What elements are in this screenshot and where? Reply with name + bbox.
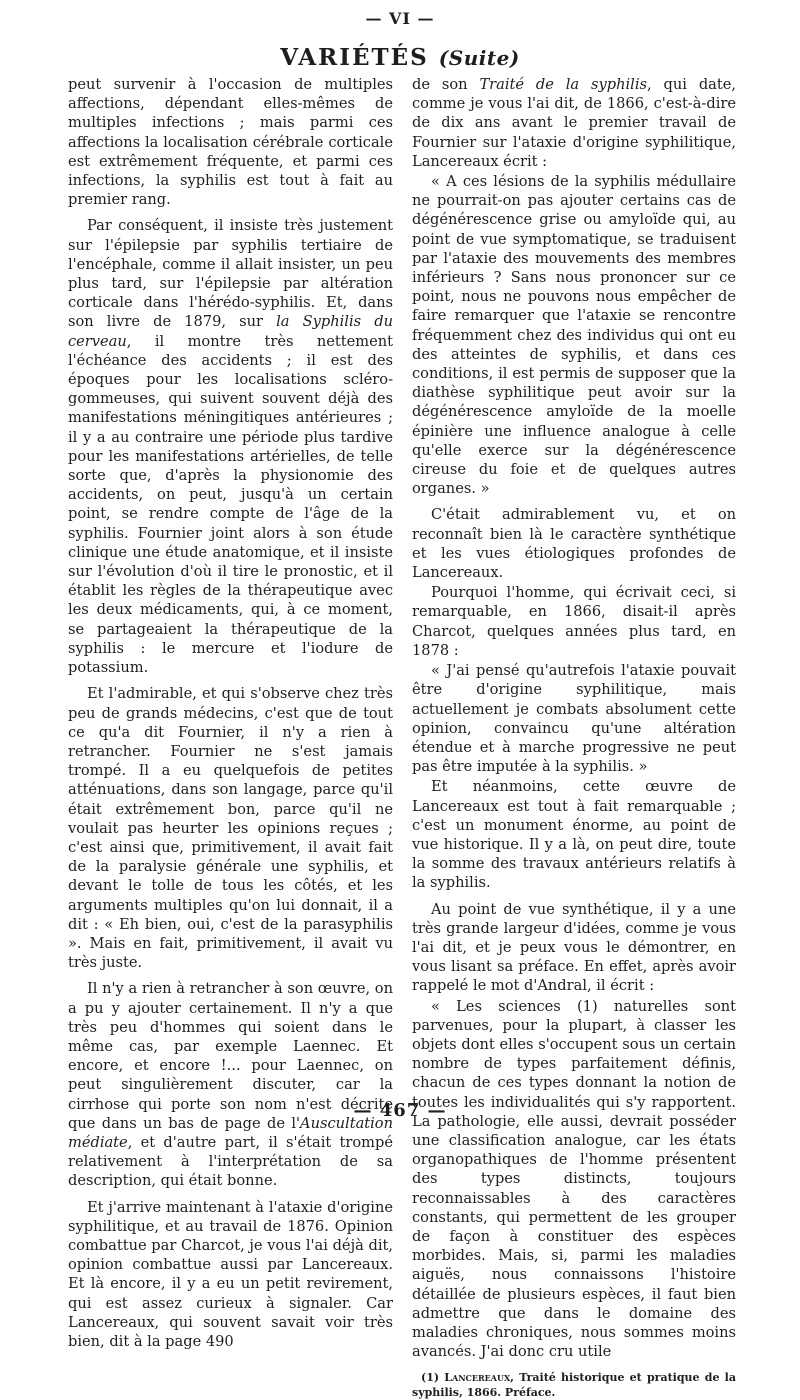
section-suffix: (Suite)	[438, 46, 520, 70]
paragraph: Au point de vue synthétique, il y a une très grande largeur d'idées, comme je vous l'ai dit, et je peux vous le démontrer, en vous lisant sa préface. En effet, après avoir rappelé le mot d'Andral, il écrit :	[412, 900, 736, 995]
paragraph: Et l'admirable, et qui s'observe chez très peu de grands médecins, c'est que de tout ce qu'a dit Fournier, il n'y a rien à retrancher. Fournier ne s'est jamais trompé. Il a eu quelquefois de petites atténuations, dans son langage, parce qu'il était extrêmement bon, parce qu'il ne voulait pas heurter les opinions reçues ; c'est ainsi que, primitivement, il avait fait de la paralysie générale une syphilis, et devant le tolle de tous les côtés, et les arguments multiples qu'on lui donnait, il a dit : « Eh bien, oui, c'est de la parasyphilis ». Mais en fait, primitivement, il avait vu très juste.	[68, 685, 393, 972]
top-page-folio: — VI —	[365, 9, 435, 28]
book-title: la Syphilis du cerveau	[68, 313, 393, 350]
footnote: (1) Lancereaux, Traité historique et pratique de la syphilis, 1866. Préface.	[412, 1371, 736, 1400]
section-title: VARIÉTÉS	[280, 44, 429, 71]
quotation: « Les sciences (1) naturelles sont parvenues, pour la plupart, à classer les objets dont elles s'occupent sous un certain nombre de types parfaitement définis, chacun de ces types donnant la notion de toutes les individualités qui s'y rapportent. La pathologie, elle aussi, devrait posséder une classification analogue, car les états organopathiques de l'homme présentent des types distincts, toujours reconnaissables à des caractères constants, qui permettent de les grouper de façon à constituer des espèces morbides. Mais, si, parmi les maladies aiguës, nous connaissons l'histoire détaillée de plusieurs espèces, il faut bien admettre que dans le domaine des maladies chroniques, nous sommes moins avancés. J'ai donc cru utile	[412, 997, 736, 1361]
paragraph: C'était admirablement vu, et on reconnaît bien là le caractère synthétique et les vues étiologiques profondes de Lancereaux.	[412, 506, 736, 582]
paragraph: Il n'y a rien à retrancher à son œuvre, on a pu y ajouter certainement. Il n'y a que très peu d'hommes qui soient dans le même cas, par exemple Laennec. Et encore, et encore !... pour Laennec, on peut singulièrement discuter, car la cirrhose qui porte son nom n'est décrite que dans un bas de page de l'Auscultation médiate, et d'autre part, il s'était trompé relativement à l'interprétation de sa description, qui était bonne.	[68, 980, 393, 1190]
right-column	[412, 75, 736, 1400]
page-number: — 467 —	[353, 1100, 447, 1121]
quotation: « J'ai pensé qu'autrefois l'ataxie pouvait être d'origine syphilitique, mais actuellement je combats absolument cette opinion, convaincu qu'une altération étendue et à marche progressive ne peut pas être imputée à la syphilis. »	[412, 662, 736, 776]
paragraph: de son Traité de la syphilis, qui date, comme je vous l'ai dit, de 1866, c'est-à-dire de dix ans avant le premier travail de Fournier sur l'ataxie d'origine syphilitique, Lancereaux écrit :	[412, 76, 737, 170]
paragraph: Par conséquent, il insiste très justement sur l'épilepsie par syphilis tertiaire de l'encéphale, comme il allait insister, un peu plus tard, sur l'épilepsie par altération corticale dans l'hérédo-syphilis. Et, dans son livre de 1879, sur la Syphilis du cerveau, il montre très nettement l'échéance des accidents ; il est des époques pour les localisations scléro-gommeuses, qui suivent souvent déjà des manifestations méningitiques antérieures ; il y a au contraire une période plus tardive pour les manifestations artérielles, de telle sorte que, d'après la physionomie des accidents, on peut, jusqu'à un certain point, se rendre compte de l'âge de la syphilis. Fournier joint alors à son étude clinique une étude anatomique, et il insiste sur l'évolution d'où il tire le pronostic, et il établit les règles de la thérapeutique avec les deux médicaments, qui, à ce moment, se partageaient la thérapeutique de la syphilis : le mercure et l'iodure de potassium.	[68, 217, 393, 677]
paragraph: Pourquoi l'homme, qui écrivait ceci, si remarquable, en 1866, disait-il après Charcot, quelques années plus tard, en 1878 :	[412, 584, 736, 659]
quotation: « A ces lésions de la syphilis médullaire ne pourrait-on pas ajouter certains cas de dégénérescence grise ou amyloïde qui, au point de vue symptomatique, se traduisent par l'ataxie des mouvements des membres inférieurs ? Sans nous prononcer sur ce point, nous ne pouvons nous empêcher de faire remarquer que l'ataxie se rencontre fréquemment chez des individus qui ont eu des atteintes de syphilis, et dans ces conditions, il est permis de supposer que la diathèse syphilitique peut avoir sur la dégénérescence amyloïde de la moelle épinière une influence analogue à celle qu'elle exerce sur la dégénérescence cireuse du foie et de quelques autres organes. »	[412, 173, 736, 498]
paragraph: Et néanmoins, cette œuvre de Lancereaux est tout à fait remarquable ; c'est un monument énorme, au point de vue historique. Il y a là, on peut dire, toute la somme des travaux antérieurs relatifs à la syphilis.	[412, 778, 736, 892]
book-title: Auscultation médiate	[68, 1114, 393, 1151]
paragraph: peut survenir à l'occasion de multiples affections, dépendant elles-mêmes de multiples infections ; mais parmi ces affections la localisation cérébrale corticale est extrêmement fréquente, et parmi ces infections, la syphilis est tout à fait au premier rang.	[68, 76, 393, 209]
section-heading	[0, 44, 800, 71]
book-title: Traité de la syphilis	[479, 76, 647, 93]
left-column	[68, 75, 393, 1352]
paragraph: Et j'arrive maintenant à l'ataxie d'origine syphilitique, et au travail de 1876. Opinion combattue par Charcot, je vous l'ai déjà dit, opinion combattue aussi par Lancereaux. Et là encore, il y a eu un petit revirement, qui est assez curieux à signaler. Car Lancereaux, qui souvent savait voir très bien, dit à la page 490	[68, 1198, 393, 1350]
footnote-author: Lancereaux	[444, 1371, 511, 1385]
